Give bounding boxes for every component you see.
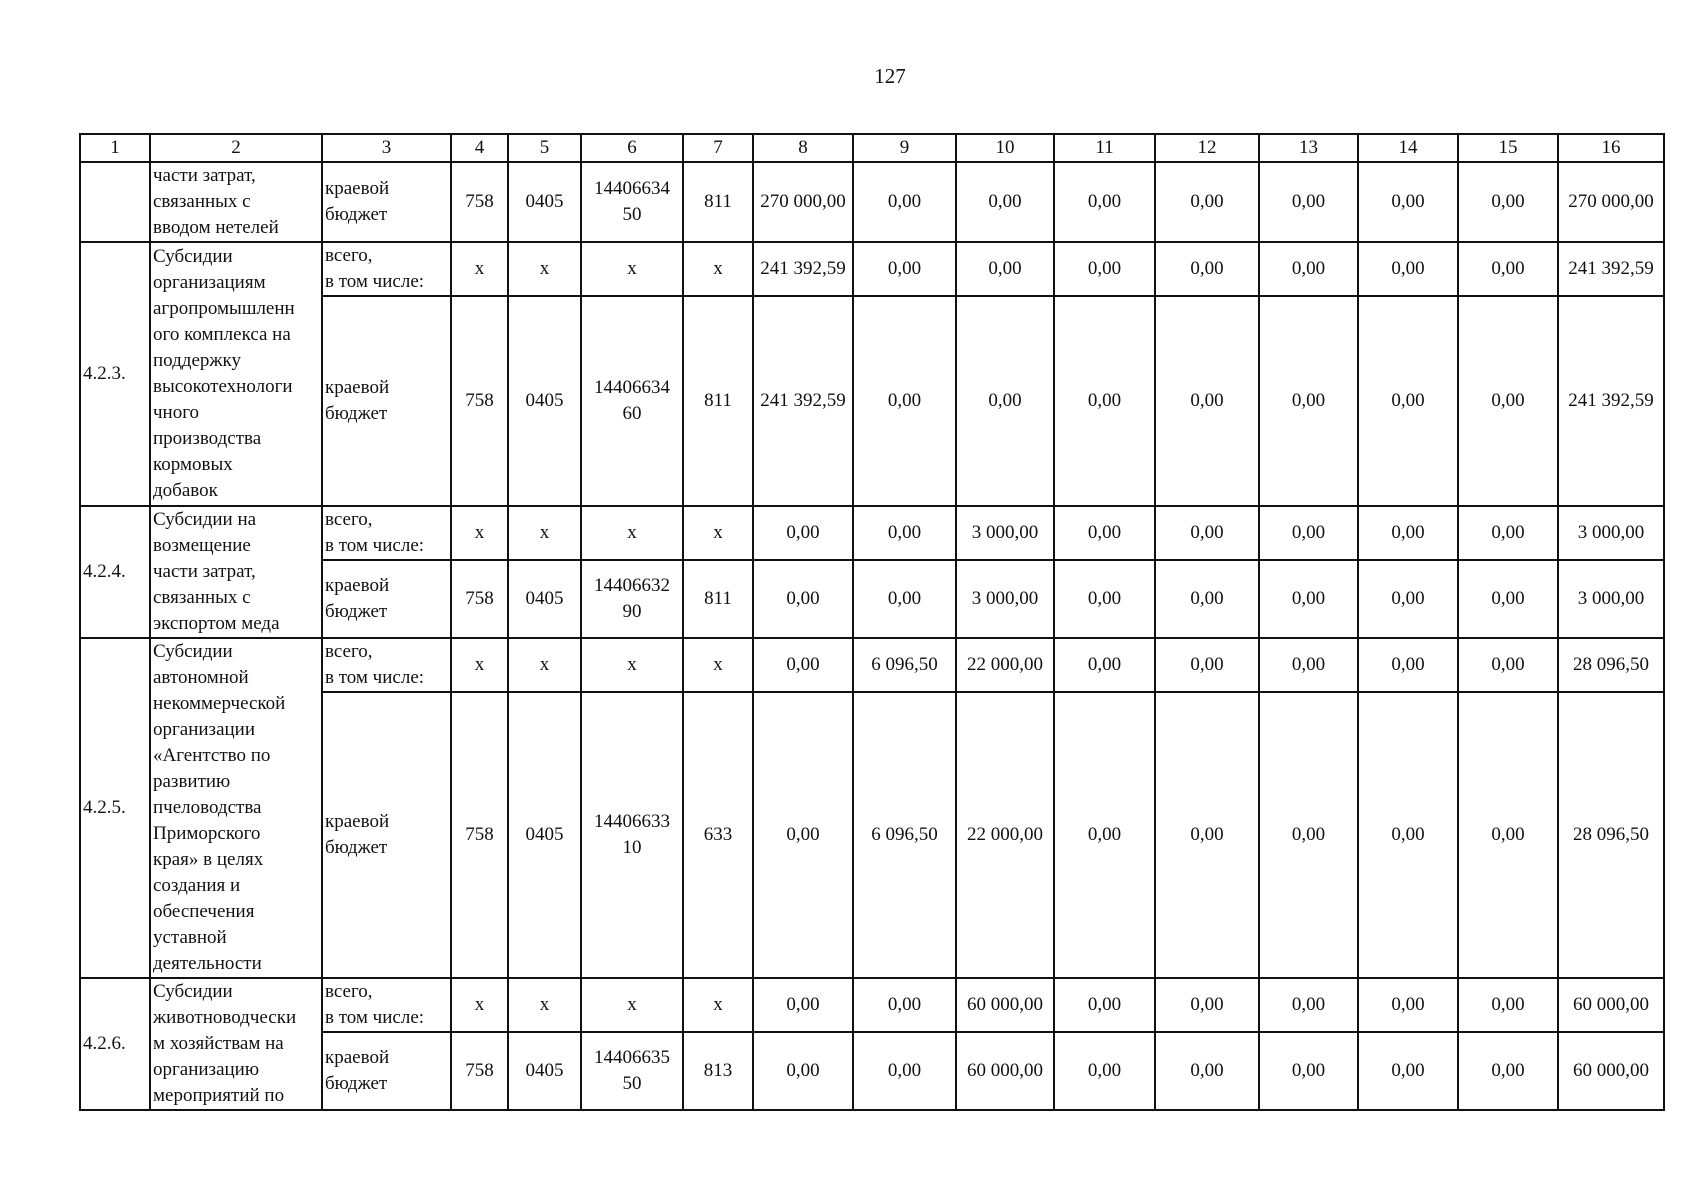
description-line: автономной: [153, 667, 249, 688]
code-line: 14406633: [594, 811, 670, 833]
amount-cell: 0,00: [753, 692, 853, 978]
item-number-cell: 4.2.6.: [80, 978, 150, 1110]
amount-cell: 0,00: [1155, 692, 1259, 978]
amount-cell: 0,00: [1155, 1032, 1259, 1110]
amount-cell: 0,00: [1458, 560, 1558, 638]
amount-cell: 0,00: [1259, 692, 1358, 978]
amount-cell: 0,00: [1458, 296, 1558, 506]
code-line: 50: [622, 1073, 642, 1094]
description-line: м хозяйствам на: [153, 1033, 284, 1054]
column-header: 4: [451, 134, 508, 162]
amount-cell: 0,00: [1054, 692, 1155, 978]
funding-source-line: бюджет: [325, 204, 388, 225]
funding-source-cell: [322, 638, 451, 692]
description-line: Субсидии: [153, 981, 233, 1002]
amount-cell: 0,00: [1358, 978, 1458, 1032]
code-line: x: [627, 258, 637, 279]
funding-source-line: бюджет: [325, 403, 388, 424]
code-cell: 0405: [508, 1032, 581, 1110]
item-number-cell: 4.2.4.: [80, 506, 150, 638]
description-line: края» в целях: [153, 849, 264, 870]
amount-cell: 241 392,59: [753, 296, 853, 506]
description-line: некоммерческой: [153, 693, 286, 714]
code-cell: [581, 242, 683, 296]
description-line: поддержку: [153, 350, 241, 371]
amount-cell: 0,00: [1358, 692, 1458, 978]
header-row: [80, 134, 1664, 162]
code-cell: 0405: [508, 162, 581, 242]
table-row: [80, 506, 1664, 560]
amount-cell: 0,00: [1155, 560, 1259, 638]
column-header: 16: [1558, 134, 1664, 162]
funding-source-line: бюджет: [325, 601, 388, 622]
funding-source-cell: [322, 560, 451, 638]
code-cell: 813: [683, 1032, 753, 1110]
description-line: Субсидии на: [153, 509, 257, 530]
amount-cell: 6 096,50: [853, 692, 956, 978]
code-line: 14406632: [594, 575, 670, 596]
funding-source-cell: [322, 978, 451, 1032]
funding-source-line: в том числе:: [325, 667, 425, 689]
amount-cell: 0,00: [1155, 162, 1259, 242]
description-line: связанных с: [153, 191, 251, 212]
amount-cell: 0,00: [1259, 506, 1358, 560]
column-header: 5: [508, 134, 581, 162]
amount-cell: 0,00: [753, 638, 853, 692]
amount-cell: 28 096,50: [1558, 692, 1664, 978]
description-line: высокотехнологи: [153, 376, 293, 397]
funding-source-line: в том числе:: [325, 1007, 425, 1028]
description-line: уставной: [153, 927, 227, 948]
code-cell: 758: [451, 296, 508, 506]
code-cell: 758: [451, 692, 508, 978]
item-description-cell: [150, 638, 322, 978]
amount-cell: 241 392,59: [1558, 296, 1664, 506]
funding-source-line: краевой: [325, 178, 390, 199]
amount-cell: 0,00: [853, 242, 956, 296]
item-number-cell: 4.2.3.: [80, 242, 150, 506]
description-line: возмещение: [153, 535, 251, 556]
funding-source-line: бюджет: [325, 837, 388, 859]
amount-cell: 0,00: [1259, 978, 1358, 1032]
amount-cell: 0,00: [1458, 162, 1558, 242]
amount-cell: 0,00: [853, 506, 956, 560]
amount-cell: 0,00: [1358, 242, 1458, 296]
description-line: вводом нетелей: [153, 217, 279, 238]
amount-cell: 0,00: [1259, 1032, 1358, 1110]
amount-cell: 22 000,00: [956, 638, 1054, 692]
funding-source-cell: [322, 692, 451, 978]
funding-source-line: краевой: [325, 1047, 390, 1068]
amount-cell: 0,00: [1155, 296, 1259, 506]
code-cell: 811: [683, 560, 753, 638]
code-cell: x: [508, 638, 581, 692]
table-row: [80, 638, 1664, 692]
amount-cell: 0,00: [1054, 162, 1155, 242]
amount-cell: 0,00: [956, 242, 1054, 296]
code-line: 14406634: [594, 178, 670, 199]
description-line: связанных с: [153, 587, 251, 608]
amount-cell: 0,00: [1155, 242, 1259, 296]
funding-source-line: бюджет: [325, 1073, 388, 1094]
code-cell: x: [451, 638, 508, 692]
funding-source-cell: [322, 296, 451, 506]
amount-cell: 0,00: [753, 560, 853, 638]
description-line: мероприятий по: [153, 1085, 285, 1106]
code-cell: 0405: [508, 296, 581, 506]
funding-source-line: в том числе:: [325, 271, 425, 292]
column-header: 12: [1155, 134, 1259, 162]
budget-table: [79, 133, 1665, 1111]
amount-cell: 0,00: [956, 162, 1054, 242]
amount-cell: 0,00: [1458, 978, 1558, 1032]
description-line: части затрат,: [153, 561, 256, 582]
amount-cell: 0,00: [1054, 560, 1155, 638]
code-cell: 0405: [508, 560, 581, 638]
funding-source-line: всего,: [325, 509, 373, 530]
amount-cell: 0,00: [1358, 1032, 1458, 1110]
code-cell: 811: [683, 162, 753, 242]
code-line: x: [627, 994, 637, 1015]
description-line: организацию: [153, 1059, 260, 1080]
description-line: экспортом меда: [153, 613, 280, 634]
amount-cell: 0,00: [1358, 638, 1458, 692]
code-cell: x: [451, 242, 508, 296]
amount-cell: 0,00: [1054, 638, 1155, 692]
description-line: обеспечения: [153, 901, 255, 922]
column-header: 15: [1458, 134, 1558, 162]
description-line: производства: [153, 428, 262, 449]
column-header: 13: [1259, 134, 1358, 162]
description-line: Субсидии: [153, 246, 233, 267]
column-header: 11: [1054, 134, 1155, 162]
amount-cell: 0,00: [1054, 296, 1155, 506]
amount-cell: 241 392,59: [1558, 242, 1664, 296]
amount-cell: 6 096,50: [853, 638, 956, 692]
amount-cell: 0,00: [1458, 242, 1558, 296]
description-line: кормовых: [153, 454, 233, 475]
amount-cell: 0,00: [1054, 242, 1155, 296]
code-cell: x: [508, 506, 581, 560]
amount-cell: 3 000,00: [1558, 560, 1664, 638]
amount-cell: 0,00: [1458, 1032, 1558, 1110]
amount-cell: 0,00: [753, 978, 853, 1032]
code-cell: [581, 506, 683, 560]
code-cell: 0405: [508, 692, 581, 978]
description-line: Приморского: [153, 823, 261, 844]
code-cell: [581, 162, 683, 242]
item-description-cell: [150, 162, 322, 242]
amount-cell: 3 000,00: [1558, 506, 1664, 560]
code-line: x: [627, 522, 637, 543]
item-number-cell: [80, 162, 150, 242]
code-cell: [581, 638, 683, 692]
table-row: [80, 162, 1664, 242]
amount-cell: 0,00: [1358, 560, 1458, 638]
amount-cell: 0,00: [1458, 506, 1558, 560]
funding-source-line: краевой: [325, 575, 390, 596]
item-description-cell: [150, 978, 322, 1110]
amount-cell: 0,00: [1155, 506, 1259, 560]
page-number: 127: [874, 64, 906, 88]
item-description-cell: [150, 242, 322, 506]
code-cell: [581, 1032, 683, 1110]
column-header: 10: [956, 134, 1054, 162]
column-header: 14: [1358, 134, 1458, 162]
column-header: 1: [80, 134, 150, 162]
amount-cell: 0,00: [1358, 506, 1458, 560]
code-line: x: [627, 654, 637, 676]
description-line: части затрат,: [153, 165, 256, 186]
column-header: 7: [683, 134, 753, 162]
table-row: [80, 978, 1664, 1032]
code-cell: [581, 296, 683, 506]
column-header: 3: [322, 134, 451, 162]
code-cell: x: [683, 242, 753, 296]
amount-cell: 60 000,00: [1558, 1032, 1664, 1110]
code-cell: x: [683, 638, 753, 692]
code-cell: x: [683, 506, 753, 560]
amount-cell: 60 000,00: [1558, 978, 1664, 1032]
table-row: [80, 242, 1664, 296]
code-line: 50: [622, 204, 642, 225]
amount-cell: 270 000,00: [753, 162, 853, 242]
amount-cell: 3 000,00: [956, 506, 1054, 560]
description-line: создания и: [153, 875, 241, 896]
description-line: пчеловодства: [153, 797, 262, 818]
description-line: развитию: [153, 771, 231, 792]
code-cell: [581, 560, 683, 638]
code-line: 10: [622, 837, 642, 859]
description-line: агропромышленн: [153, 298, 295, 319]
description-line: ого комплекса на: [153, 324, 291, 345]
amount-cell: 0,00: [753, 506, 853, 560]
code-cell: x: [451, 506, 508, 560]
description-line: чного: [153, 402, 200, 423]
amount-cell: 0,00: [1054, 1032, 1155, 1110]
amount-cell: 0,00: [956, 296, 1054, 506]
code-line: 60: [622, 403, 642, 424]
amount-cell: 0,00: [1155, 638, 1259, 692]
code-cell: 633: [683, 692, 753, 978]
amount-cell: 0,00: [853, 978, 956, 1032]
description-line: животноводчески: [153, 1007, 297, 1028]
amount-cell: 0,00: [853, 560, 956, 638]
funding-source-cell: [322, 506, 451, 560]
funding-source-line: всего,: [325, 641, 373, 663]
code-cell: 758: [451, 1032, 508, 1110]
code-cell: 758: [451, 162, 508, 242]
code-cell: x: [508, 978, 581, 1032]
funding-source-line: краевой: [325, 811, 390, 833]
funding-source-line: в том числе:: [325, 535, 425, 556]
code-cell: [581, 692, 683, 978]
amount-cell: 241 392,59: [753, 242, 853, 296]
description-line: организации: [153, 719, 256, 740]
description-line: деятельности: [153, 953, 262, 974]
code-line: 14406635: [594, 1047, 670, 1068]
amount-cell: 28 096,50: [1558, 638, 1664, 692]
code-cell: x: [451, 978, 508, 1032]
amount-cell: 0,00: [1458, 692, 1558, 978]
code-cell: x: [683, 978, 753, 1032]
amount-cell: 0,00: [853, 296, 956, 506]
code-cell: 758: [451, 560, 508, 638]
code-cell: 811: [683, 296, 753, 506]
amount-cell: 0,00: [1155, 978, 1259, 1032]
column-header: 2: [150, 134, 322, 162]
amount-cell: 0,00: [1259, 560, 1358, 638]
amount-cell: 22 000,00: [956, 692, 1054, 978]
code-line: 90: [622, 601, 642, 622]
funding-source-line: всего,: [325, 245, 373, 266]
funding-source-cell: [322, 162, 451, 242]
amount-cell: 0,00: [853, 1032, 956, 1110]
amount-cell: 0,00: [1259, 638, 1358, 692]
amount-cell: 0,00: [753, 1032, 853, 1110]
amount-cell: 270 000,00: [1558, 162, 1664, 242]
amount-cell: 3 000,00: [956, 560, 1054, 638]
amount-cell: 0,00: [1358, 296, 1458, 506]
description-line: организациям: [153, 272, 266, 293]
amount-cell: 0,00: [1259, 162, 1358, 242]
amount-cell: 60 000,00: [956, 1032, 1054, 1110]
item-description-cell: [150, 506, 322, 638]
funding-source-cell: [322, 1032, 451, 1110]
amount-cell: 0,00: [1259, 242, 1358, 296]
column-header: 6: [581, 134, 683, 162]
amount-cell: 0,00: [1358, 162, 1458, 242]
description-line: «Агентство по: [153, 745, 271, 766]
amount-cell: 0,00: [1259, 296, 1358, 506]
funding-source-line: всего,: [325, 981, 373, 1002]
column-header: 9: [853, 134, 956, 162]
funding-source-cell: [322, 242, 451, 296]
item-number-cell: 4.2.5.: [80, 638, 150, 978]
description-line: Субсидии: [153, 641, 233, 662]
amount-cell: 0,00: [1054, 506, 1155, 560]
description-line: добавок: [153, 480, 218, 501]
amount-cell: 0,00: [853, 162, 956, 242]
amount-cell: 60 000,00: [956, 978, 1054, 1032]
code-cell: [581, 978, 683, 1032]
funding-source-line: краевой: [325, 377, 390, 398]
amount-cell: 0,00: [1458, 638, 1558, 692]
amount-cell: 0,00: [1054, 978, 1155, 1032]
column-header: 8: [753, 134, 853, 162]
code-line: 14406634: [594, 377, 670, 398]
code-cell: x: [508, 242, 581, 296]
